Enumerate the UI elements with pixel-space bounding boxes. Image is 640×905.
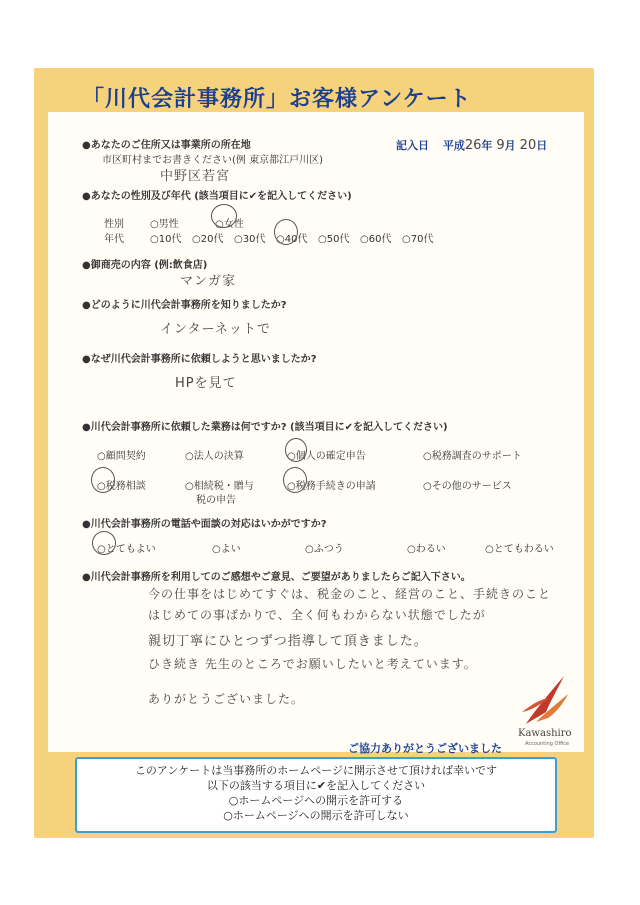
q4-answer[interactable]: インターネットで (160, 322, 271, 337)
service-option-tax-audit-support[interactable]: ○税務調査のサポート (423, 451, 522, 462)
disclosure-notice-box (75, 757, 557, 833)
q1-sub: 市区町村までお書きください(例 東京都江戸川区) (102, 155, 323, 166)
gender-label: 性別 (104, 219, 124, 230)
q6-heading: ●川代会計事務所に依頼した業務は何ですか? (該当項目に✔を記入してください) (82, 422, 448, 433)
selection-circle (274, 219, 298, 245)
service-option-tax-consultation[interactable]: ○税務相談 (97, 481, 146, 492)
comment-line-4[interactable]: ひき続き 先生のところでお願いしたいと考えています。 (148, 657, 477, 671)
q1-heading: ●あなたのご住所又は事業所の所在地 (82, 140, 251, 151)
q5-answer[interactable]: HPを見て (175, 376, 237, 391)
logo-sub: Accounting Office (525, 741, 570, 747)
selection-circle (91, 467, 115, 493)
service-option-corporate-settlement[interactable]: ○法人の決算 (185, 451, 244, 462)
age-option-30s[interactable]: ○30代 (234, 234, 266, 245)
q7-heading: ●川代会計事務所の電話や面談の対応はいかがですか? (82, 519, 327, 530)
service-option-inheritance-gift[interactable]: ○相続税・贈与 (185, 481, 254, 492)
age-option-10s[interactable]: ○10代 (150, 234, 182, 245)
comment-line-3[interactable]: 親切丁寧にひとつずつ指導して頂きました。 (148, 634, 428, 649)
date-day: 20 (519, 138, 537, 153)
date-day-unit: 日 (536, 139, 548, 152)
q5-heading: ●なぜ川代会計事務所に依頼しようと思いましたか? (82, 354, 317, 365)
age-option-60s[interactable]: ○60代 (360, 234, 392, 245)
response-option-good[interactable]: ○よい (212, 544, 241, 555)
response-option-very-good[interactable]: ○とてもよい (97, 544, 156, 555)
response-option-bad[interactable]: ○わるい (407, 544, 446, 555)
gender-option-female[interactable]: ○女性 (215, 219, 244, 230)
disclosure-deny-option[interactable]: ○ホームページへの開示を許可しない (223, 809, 409, 822)
notice-line-2: 以下の該当する項目に✔を記入してください (206, 779, 426, 792)
selection-circle (211, 204, 237, 228)
q3-answer[interactable]: マンガ家 (180, 274, 237, 289)
age-label: 年代 (104, 234, 124, 245)
q3-heading: ●御商売の内容 (例:飲食店) (82, 260, 208, 271)
response-option-very-bad[interactable]: ○とてもわるい (485, 544, 554, 555)
notice-line-1: このアンケートは当事務所のホームページに開示させて頂ければ幸いです (134, 764, 498, 777)
thanks-message: ご協力ありがとうございました (348, 742, 502, 755)
survey-title: 「川代会計事務所」お客様アンケート (82, 87, 472, 112)
age-option-50s[interactable]: ○50代 (318, 234, 350, 245)
comment-line-5[interactable]: ありがとうございました。 (148, 692, 305, 706)
q2-heading: ●あなたの性別及び年代 (該当項目に✔を記入してください) (82, 191, 352, 202)
selection-circle (92, 531, 116, 555)
date-year: 26 (464, 138, 482, 153)
service-option-advisory[interactable]: ○顧問契約 (97, 451, 146, 462)
date-month-unit: 月 (504, 139, 516, 152)
selection-circle (283, 467, 307, 493)
date-era: 平成 (442, 139, 465, 152)
age-option-40s[interactable]: ○40代 (276, 234, 308, 245)
kawashiro-logo-icon (520, 672, 572, 728)
service-option-personal-return[interactable]: ○個人の確定申告 (287, 451, 366, 462)
age-option-70s[interactable]: ○70代 (402, 234, 434, 245)
response-option-average[interactable]: ○ふつう (305, 544, 344, 555)
q8-heading: ●川代会計事務所を利用してのご感想やご意見、ご要望がありましたらご記入下さい。 (82, 572, 471, 583)
date-year-unit: 年 (481, 139, 493, 152)
date-month: 9 (496, 138, 505, 153)
q4-heading: ●どのように川代会計事務所を知りましたか? (82, 300, 287, 311)
date-label: 記入日 (396, 139, 429, 152)
service-option-tax-procedures[interactable]: ○税務手続きの申請 (287, 481, 376, 492)
age-option-20s[interactable]: ○20代 (192, 234, 224, 245)
gender-option-male[interactable]: ○男性 (150, 219, 179, 230)
disclosure-allow-option[interactable]: ○ホームページへの開示を許可する (228, 794, 404, 807)
selection-circle (285, 438, 307, 462)
service-option-other[interactable]: ○その他のサービス (423, 481, 512, 492)
comment-line-1[interactable]: 今の仕事をはじめてすぐは、税金のこと、経営のこと、手続きのこと (148, 587, 552, 601)
service-option-inheritance-gift-line2: 税の申告 (196, 495, 236, 506)
fill-date (396, 137, 547, 153)
q1-answer[interactable]: 中野区若宮 (160, 169, 231, 184)
comment-line-2[interactable]: はじめての事ばかりで、全く何もわからない状態でしたが (148, 608, 486, 622)
logo-name: Kawashiro (518, 728, 572, 739)
